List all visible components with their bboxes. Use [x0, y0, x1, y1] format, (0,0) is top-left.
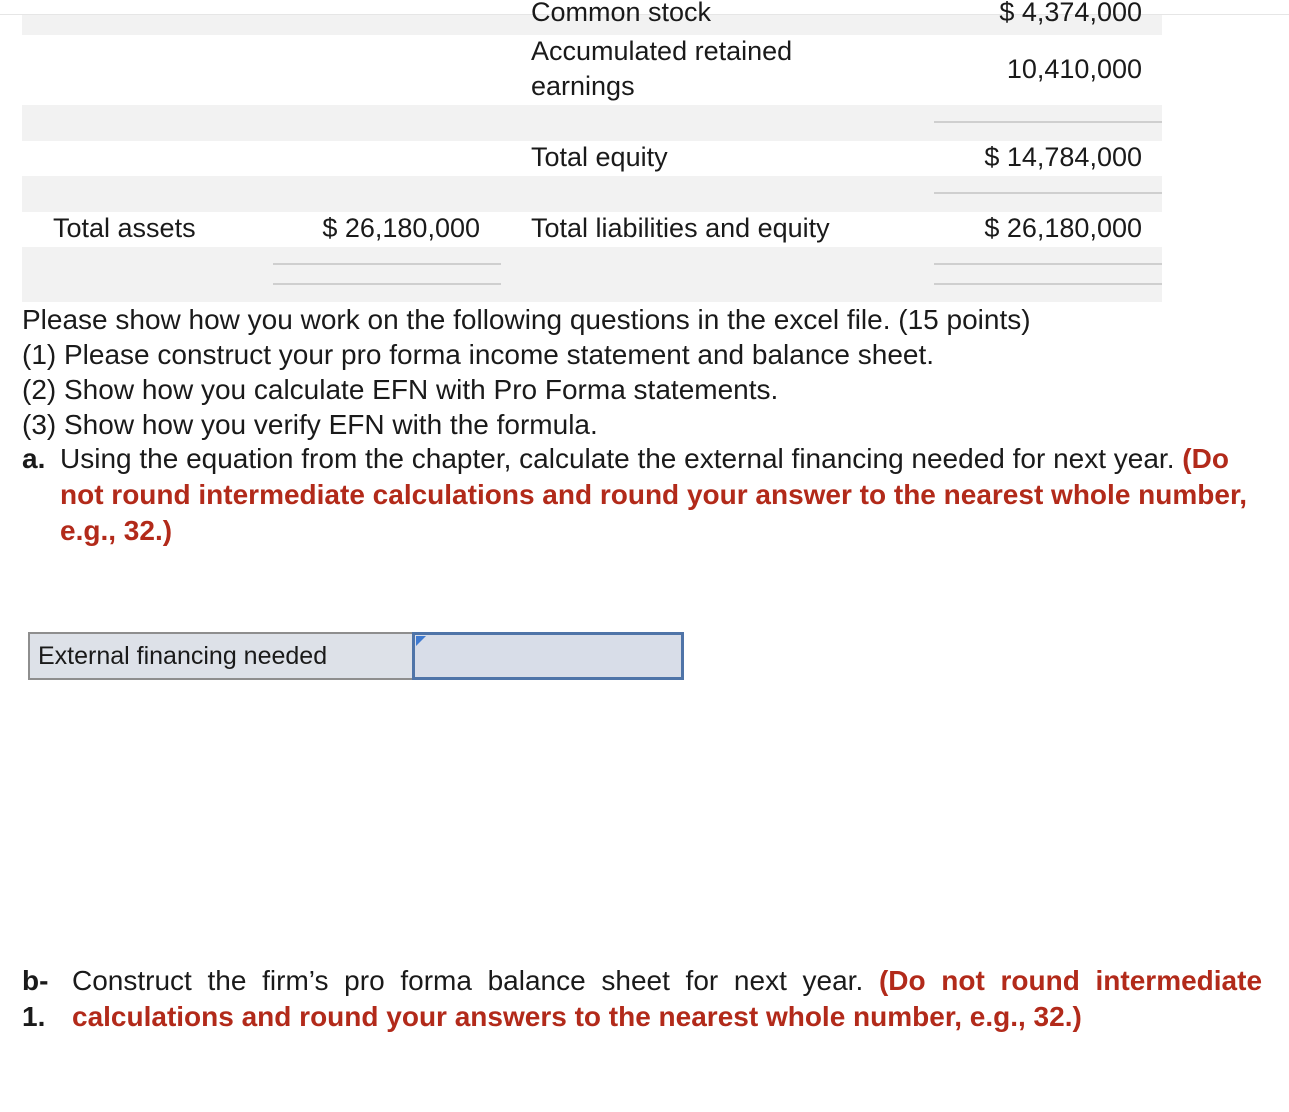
total-liabilities-equity-value: $ 26,180,000 — [984, 213, 1142, 243]
question-b1-body — [72, 963, 1262, 1035]
row-band — [22, 176, 1162, 212]
common-stock-value-cell — [842, 0, 1142, 31]
efn-answer-row — [28, 632, 672, 680]
double-underline-bottom — [273, 283, 501, 285]
common-stock-value: $ 4,374,000 — [999, 0, 1142, 27]
question-b1 — [22, 963, 1262, 1035]
question-a-text: Using the equation from the chapter, calculate the external financing needed for next year. — [60, 443, 1175, 474]
total-equity-label: Total equity — [531, 142, 668, 172]
underline — [934, 121, 1162, 123]
retained-earnings-value: 10,410,000 — [1006, 54, 1142, 84]
question-a-body — [60, 441, 1264, 549]
total-assets-label: Total assets — [53, 213, 196, 243]
common-stock-label-cell — [531, 0, 831, 31]
row-band — [22, 247, 1162, 302]
efn-input[interactable] — [412, 632, 684, 680]
instruction-3: (3) Show how you verify EFN with the formula. — [22, 409, 598, 440]
total-liabilities-equity-label: Total liabilities and equity — [531, 213, 830, 243]
question-b1-text: Construct the firm’s pro forma balance sheet for next year. — [72, 965, 864, 996]
question-a-label: a. — [22, 443, 46, 474]
question-b1-label-line1: b- — [22, 965, 49, 996]
total-equity-value: $ 14,784,000 — [984, 142, 1142, 172]
question-b1-label-line2: 1. — [22, 1001, 46, 1032]
double-underline-bottom — [934, 283, 1162, 285]
question-a — [22, 441, 1264, 549]
input-corner-marker-icon — [416, 636, 426, 646]
double-underline-top — [934, 263, 1162, 265]
total-assets-value: $ 26,180,000 — [322, 213, 480, 243]
instruction-1: (1) Please construct your pro forma income statement and balance sheet. — [22, 339, 935, 370]
row-band — [22, 105, 1162, 141]
underline — [934, 192, 1162, 194]
question-b1-note: (Do not round intermediate calculations and round your answers to the nearest whole number, e.g., 32.) — [72, 965, 1263, 1032]
instruction-2: (2) Show how you calculate EFN with Pro Forma statements. — [22, 374, 779, 405]
instruction-intro: Please show how you work on the following questions in the excel file. (15 points) — [22, 304, 1031, 335]
balance-sheet — [22, 0, 1162, 302]
common-stock-label: Common stock — [531, 0, 712, 27]
retained-earnings-label: Accumulated retained earnings — [531, 36, 793, 101]
efn-label: External financing needed — [28, 632, 422, 680]
question-a-note: (Do not round intermediate calculations and round your answer to the nearest whole number, e.g., 32.) — [60, 443, 1248, 546]
double-underline-top — [273, 263, 501, 265]
question-b1-label — [22, 963, 48, 1035]
